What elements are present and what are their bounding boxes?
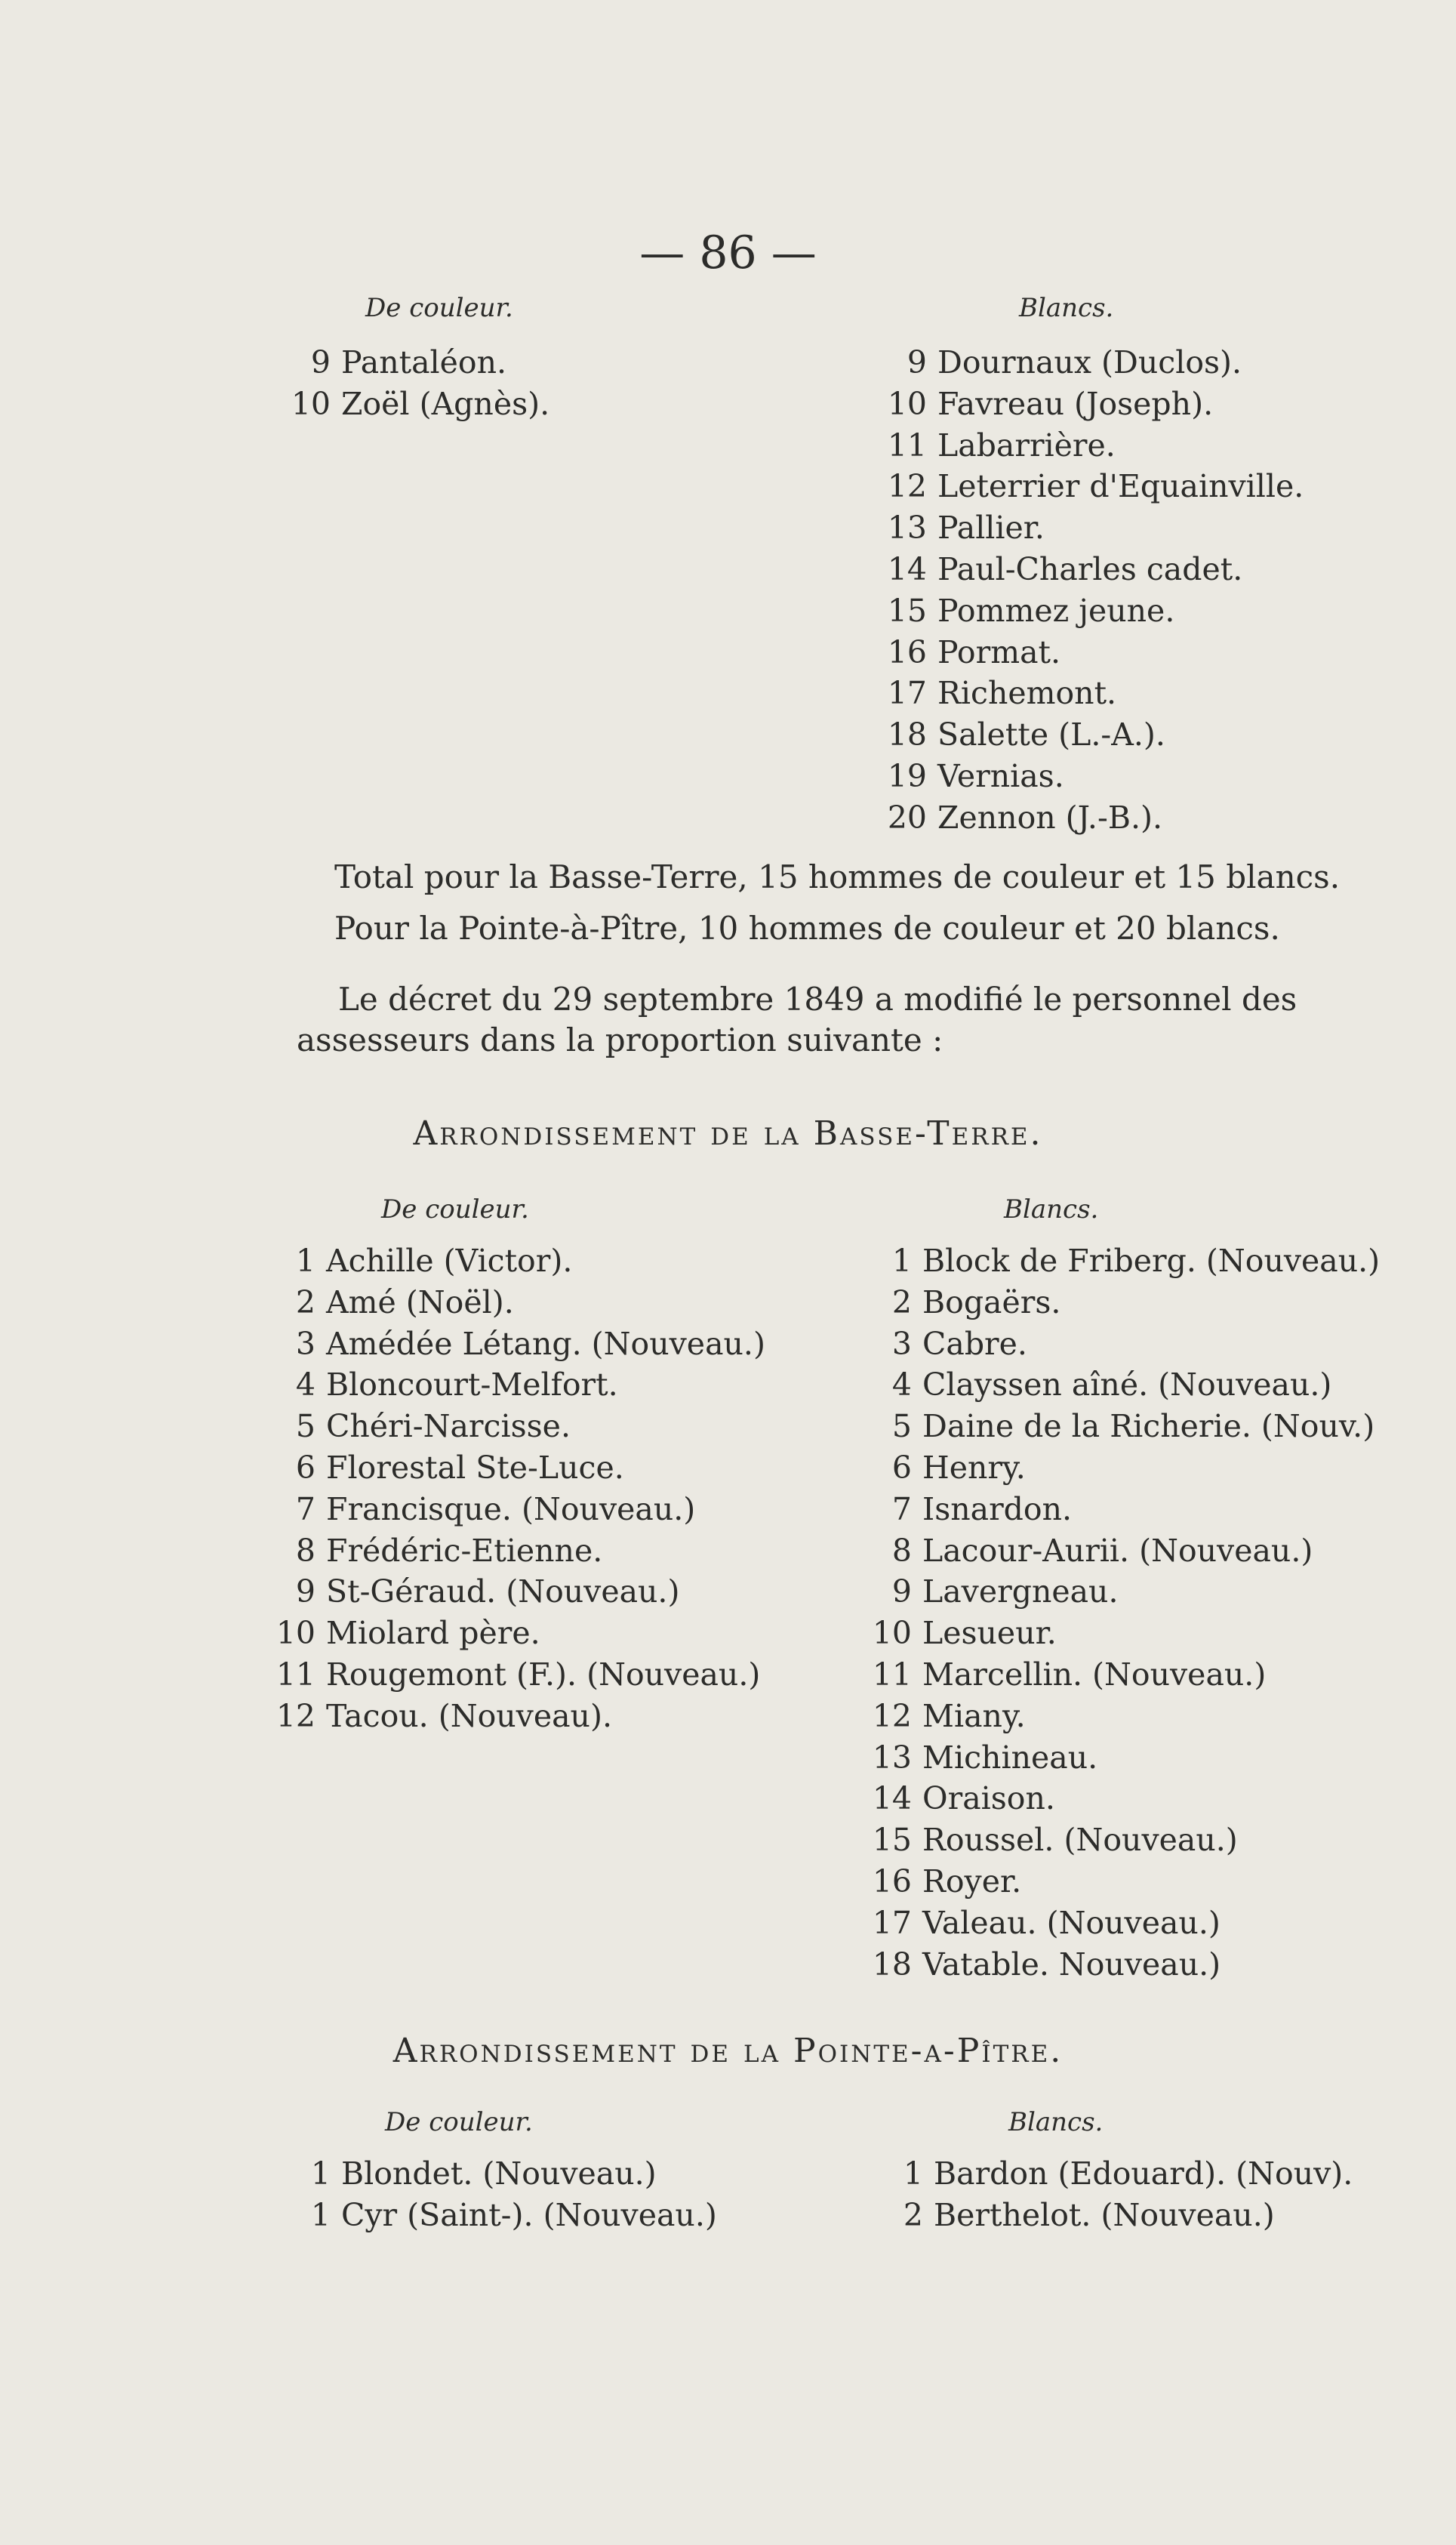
item-number: 12: [276, 1697, 316, 1734]
list-item: [287, 384, 549, 425]
item-name: Paul-Charles cadet.: [937, 550, 1243, 587]
item-name: Frédéric-Etienne.: [326, 1532, 603, 1569]
item-number: 6: [891, 1449, 912, 1486]
list-item: [868, 1696, 1380, 1737]
item-number: 4: [891, 1366, 912, 1403]
item-name: Vernias.: [937, 757, 1064, 794]
item-number: 11: [276, 1656, 316, 1693]
item-number: 10: [276, 1615, 316, 1652]
item-name: Pallier.: [937, 510, 1045, 547]
list-item: [868, 1737, 1380, 1779]
item-number: 12: [887, 468, 927, 505]
list-item: [868, 1240, 1380, 1282]
item-name: Michineau.: [922, 1739, 1098, 1776]
item-name: Berthelot. (Nouveau.): [934, 2196, 1275, 2233]
item-name: Favreau (Joseph).: [937, 385, 1214, 422]
item-number: 3: [295, 1325, 316, 1362]
item-number: 11: [872, 1656, 912, 1693]
item-name: Zoël (Agnès).: [341, 385, 550, 422]
basse-terre-left-list: [272, 1240, 765, 1737]
item-number: 8: [295, 1532, 316, 1569]
item-name: Clayssen aîné. (Nouveau.): [922, 1366, 1332, 1403]
list-item: [868, 1861, 1380, 1903]
item-number: 10: [872, 1615, 912, 1652]
list-item: [272, 1613, 765, 1654]
item-number: 9: [295, 1573, 316, 1610]
item-number: 10: [887, 385, 927, 422]
item-number: 1: [295, 1243, 316, 1279]
item-number: 20: [887, 799, 927, 836]
item-name: Vatable. Nouveau.): [922, 1946, 1221, 1983]
item-name: Miany.: [922, 1697, 1026, 1734]
item-number: 15: [887, 592, 927, 629]
list-item: [868, 1944, 1380, 1986]
item-number: 14: [887, 550, 927, 587]
list-item: [287, 2153, 717, 2195]
item-name: Lavergneau.: [922, 1573, 1119, 1610]
item-name: Tacou. (Nouveau).: [326, 1697, 612, 1734]
total-basse-terre: Total pour la Basse-Terre, 15 hommes de couleur et 15 blancs.: [334, 858, 1341, 895]
item-name: Pommez jeune.: [937, 592, 1175, 629]
item-number: 11: [887, 427, 927, 464]
item-number: 19: [887, 757, 927, 794]
list-item: [272, 1406, 765, 1447]
item-name: Amédée Létang. (Nouveau.): [326, 1325, 765, 1362]
item-name: Block de Friberg. (Nouveau.): [922, 1243, 1381, 1279]
basse-terre-left-column-heading: De couleur.: [381, 1194, 529, 1225]
list-item: [272, 1364, 765, 1406]
item-number: 9: [310, 344, 331, 381]
list-item: [287, 2195, 717, 2236]
list-item: [883, 714, 1304, 756]
list-item: [272, 1323, 765, 1365]
list-item: [883, 466, 1304, 507]
list-item: [272, 1530, 765, 1572]
top-left-column-heading: De couleur.: [365, 293, 513, 323]
item-name: Roussel. (Nouveau.): [922, 1822, 1238, 1859]
item-name: Pormat.: [937, 633, 1061, 670]
item-number: 9: [891, 1573, 912, 1610]
top-left-list: [287, 342, 549, 425]
list-item: [272, 1282, 765, 1323]
page-number: — 86 —: [639, 226, 817, 279]
basse-terre-right-list: [868, 1240, 1380, 1985]
list-item: [883, 632, 1304, 673]
item-name: Blondet. (Nouveau.): [341, 2155, 657, 2192]
decree-paragraph-line-2: assesseurs dans la proportion suivante :: [297, 1021, 943, 1058]
list-item: [868, 1530, 1380, 1572]
item-name: Miolard père.: [326, 1615, 540, 1652]
item-number: 1: [891, 1243, 912, 1279]
list-item: [883, 425, 1304, 467]
list-item: [868, 1447, 1380, 1489]
item-name: Dournaux (Duclos).: [937, 344, 1242, 381]
item-number: 13: [872, 1739, 912, 1776]
item-number: 6: [295, 1449, 316, 1486]
list-item: [272, 1696, 765, 1737]
item-name: Labarrière.: [937, 427, 1116, 464]
item-number: 2: [903, 2196, 923, 2233]
item-number: 17: [887, 675, 927, 712]
list-item: [879, 2195, 1353, 2236]
item-number: 8: [891, 1532, 912, 1569]
total-pointe-a-pitre: Pour la Pointe-à-Pître, 10 hommes de couleur et 20 blancs.: [334, 910, 1280, 947]
item-name: Chéri-Narcisse.: [326, 1408, 571, 1445]
item-name: Oraison.: [922, 1780, 1055, 1817]
list-item: [883, 756, 1304, 797]
item-number: 12: [872, 1697, 912, 1734]
item-name: Richemont.: [937, 675, 1117, 712]
pointe-a-pitre-left-column-heading: De couleur.: [385, 2107, 533, 2137]
item-number: 18: [872, 1946, 912, 1983]
item-number: 15: [872, 1822, 912, 1859]
list-item: [272, 1447, 765, 1489]
item-number: 9: [907, 344, 927, 381]
item-name: Pantaléon.: [341, 344, 507, 381]
list-item: [868, 1323, 1380, 1365]
item-number: 1: [310, 2196, 331, 2233]
list-item: [868, 1903, 1380, 1944]
item-number: 1: [903, 2155, 923, 2192]
item-name: Daine de la Richerie. (Nouv.): [922, 1408, 1375, 1445]
item-name: Bogaërs.: [922, 1283, 1061, 1320]
list-item: [868, 1282, 1380, 1323]
item-number: 2: [891, 1283, 912, 1320]
pointe-a-pitre-left-list: [287, 2153, 717, 2236]
decree-paragraph-line-1: Le décret du 29 septembre 1849 a modifié le personnel des: [338, 981, 1297, 1018]
list-item: [868, 1819, 1380, 1861]
pointe-a-pitre-right-list: [879, 2153, 1353, 2236]
list-item: [272, 1240, 765, 1282]
item-number: 10: [291, 385, 331, 422]
item-name: Cabre.: [922, 1325, 1027, 1362]
item-name: St-Géraud. (Nouveau.): [326, 1573, 680, 1610]
list-item: [883, 549, 1304, 590]
item-number: 2: [295, 1283, 316, 1320]
list-item: [868, 1654, 1380, 1696]
item-name: Amé (Noël).: [326, 1283, 514, 1320]
item-name: Valeau. (Nouveau.): [922, 1904, 1221, 1941]
list-item: [868, 1489, 1380, 1530]
list-item: [868, 1406, 1380, 1447]
list-item: [868, 1571, 1380, 1613]
list-item: [868, 1778, 1380, 1819]
item-number: 7: [295, 1490, 316, 1527]
top-right-list: [883, 342, 1304, 839]
item-name: Henry.: [922, 1449, 1026, 1486]
item-name: Francisque. (Nouveau.): [326, 1490, 696, 1527]
section-heading-basse-terre: Arrondissement de la Basse-Terre.: [413, 1114, 1043, 1153]
item-number: 3: [891, 1325, 912, 1362]
list-item: [272, 1571, 765, 1613]
item-name: Achille (Victor).: [326, 1243, 573, 1279]
basse-terre-right-column-heading: Blancs.: [1004, 1194, 1099, 1225]
item-number: 17: [872, 1904, 912, 1941]
item-name: Bardon (Edouard). (Nouv).: [934, 2155, 1353, 2192]
item-number: 7: [891, 1490, 912, 1527]
item-number: 4: [295, 1366, 316, 1403]
item-number: 1: [310, 2155, 331, 2192]
item-name: Marcellin. (Nouveau.): [922, 1656, 1267, 1693]
item-name: Florestal Ste-Luce.: [326, 1449, 624, 1486]
item-name: Zennon (J.-B.).: [937, 799, 1163, 836]
top-right-column-heading: Blancs.: [1019, 293, 1114, 323]
list-item: [879, 2153, 1353, 2195]
item-number: 5: [295, 1408, 316, 1445]
item-name: Lacour-Aurii. (Nouveau.): [922, 1532, 1313, 1569]
item-name: Lesueur.: [922, 1615, 1057, 1652]
list-item: [883, 342, 1304, 384]
list-item: [272, 1654, 765, 1696]
item-name: Isnardon.: [922, 1490, 1073, 1527]
item-number: 14: [872, 1780, 912, 1817]
item-name: Rougemont (F.). (Nouveau.): [326, 1656, 761, 1693]
list-item: [883, 590, 1304, 632]
list-item: [883, 797, 1304, 839]
item-number: 16: [872, 1863, 912, 1900]
section-heading-pointe-a-pitre: Arrondissement de la Pointe-a-Pître.: [392, 2032, 1064, 2070]
list-item: [868, 1613, 1380, 1654]
list-item: [883, 673, 1304, 714]
list-item: [883, 507, 1304, 549]
item-number: 13: [887, 510, 927, 547]
item-name: Cyr (Saint-). (Nouveau.): [341, 2196, 717, 2233]
list-item: [868, 1364, 1380, 1406]
item-name: Salette (L.-A.).: [937, 716, 1165, 753]
item-number: 5: [891, 1408, 912, 1445]
list-item: [272, 1489, 765, 1530]
list-item: [287, 342, 549, 384]
item-number: 18: [887, 716, 927, 753]
list-item: [883, 384, 1304, 425]
item-name: Leterrier d'Equainville.: [937, 468, 1304, 505]
item-name: Royer.: [922, 1863, 1022, 1900]
pointe-a-pitre-right-column-heading: Blancs.: [1008, 2107, 1104, 2137]
item-number: 16: [887, 633, 927, 670]
item-name: Bloncourt-Melfort.: [326, 1366, 618, 1403]
